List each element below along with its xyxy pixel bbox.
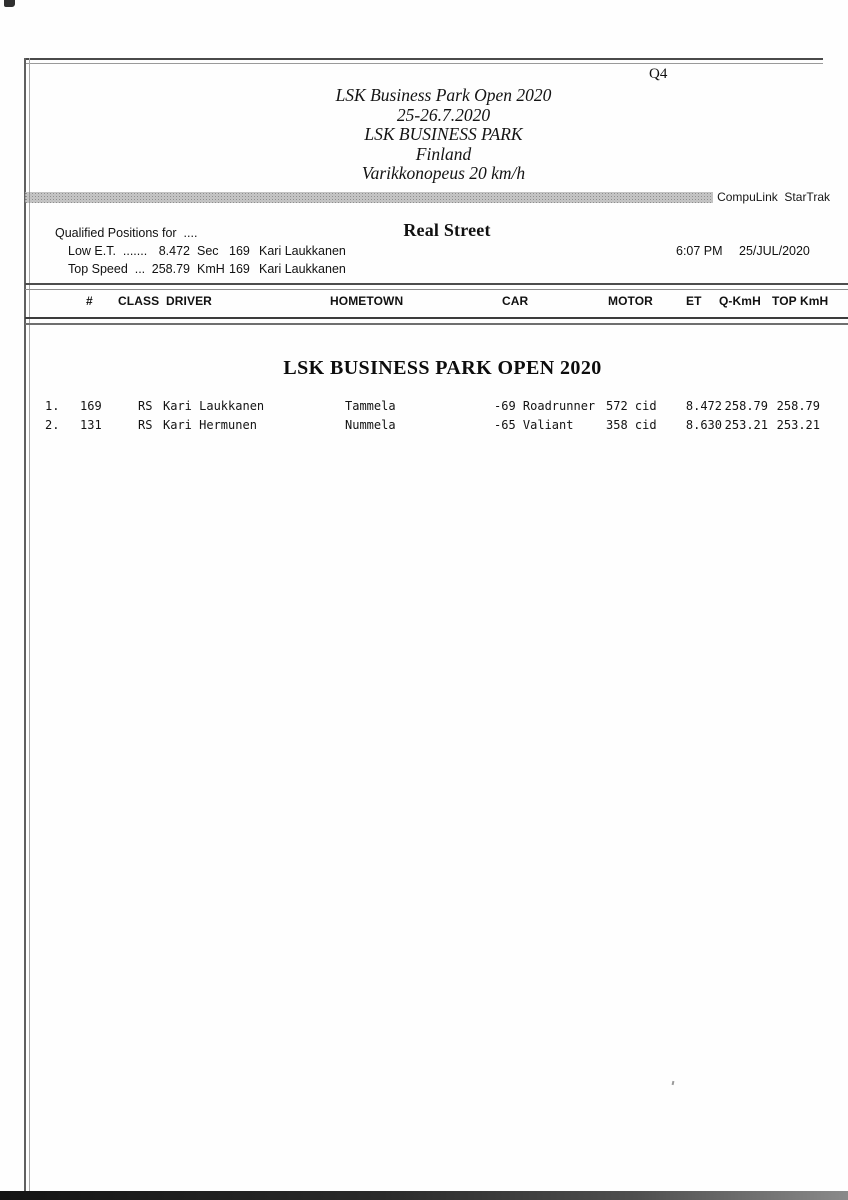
cell-position: 2. — [45, 418, 60, 432]
results-column-headers — [0, 294, 848, 312]
low-et-car-number: 169 — [229, 244, 250, 258]
col-header-car: CAR — [502, 294, 529, 308]
halftone-separator-band — [25, 192, 713, 203]
col-header-driver: DRIVER — [166, 294, 212, 308]
cell-top-kmh: 253.21 — [776, 418, 820, 432]
top-speed-unit: KmH — [197, 262, 225, 276]
col-header-qkmh: Q-KmH — [719, 294, 761, 308]
cell-car: -69 Roadrunner — [494, 399, 596, 413]
table-row — [0, 399, 848, 416]
print-time: 6:07 PM — [676, 244, 723, 258]
low-et-driver: Kari Laukkanen — [259, 244, 346, 258]
scan-speck — [672, 1081, 675, 1085]
section-label: Qualified Positions for .... — [55, 226, 198, 240]
timing-system-brand: CompuLink StarTrak — [717, 190, 830, 204]
session-label: Q4 — [649, 66, 668, 82]
class-category-title: Real Street — [403, 220, 491, 240]
event-masthead — [25, 86, 848, 184]
event-venue: LSK BUSINESS PARK — [364, 124, 523, 144]
event-country: Finland — [415, 143, 472, 164]
cell-driver: Kari Hermunen — [163, 418, 257, 432]
scanner-bottom-bar — [0, 1191, 848, 1200]
cell-class: RS — [138, 418, 153, 432]
cell-top-kmh: 258.79 — [776, 399, 820, 413]
cell-q-kmh: 253.21 — [724, 418, 768, 432]
event-dates: 25-26.7.2020 — [396, 104, 491, 125]
col-header-motor: MOTOR — [608, 294, 653, 308]
top-speed-driver: Kari Laukkanen — [259, 262, 346, 276]
cell-motor: 572 cid — [606, 399, 657, 413]
cell-position: 1. — [45, 399, 60, 413]
col-header-hometown: HOMETOWN — [330, 294, 404, 308]
cell-driver: Kari Laukkanen — [163, 399, 265, 413]
results-title: LSK BUSINESS PARK OPEN 2020 — [283, 357, 602, 379]
cell-car: -65 Valiant — [494, 418, 574, 432]
low-et-unit: Sec — [197, 244, 219, 258]
event-title: LSK Business Park Open 2020 — [335, 85, 552, 105]
col-header-topkmh: TOP KmH — [772, 294, 829, 308]
cell-et: 8.630 — [685, 418, 722, 432]
cell-car-number: 131 — [80, 418, 102, 432]
cell-class: RS — [138, 399, 153, 413]
table-row — [0, 418, 848, 435]
scan-corner-smudge — [4, 0, 15, 7]
cell-q-kmh: 258.79 — [724, 399, 768, 413]
cell-motor: 358 cid — [606, 418, 657, 432]
low-et-value: 8.472 — [158, 244, 190, 258]
cell-hometown: Nummela — [345, 418, 396, 432]
header-top-rule — [25, 283, 848, 290]
page-frame-top-rule — [25, 58, 823, 64]
page-frame-left-rule — [24, 58, 30, 1192]
top-speed-car-number: 169 — [229, 262, 250, 276]
event-note: Varikkonopeus 20 km/h — [361, 163, 526, 183]
col-header-class: CLASS — [118, 294, 160, 308]
cell-hometown: Tammela — [345, 399, 396, 413]
print-date: 25/JUL/2020 — [739, 244, 810, 258]
cell-car-number: 169 — [80, 399, 102, 413]
col-header-number: # — [86, 294, 93, 308]
header-bottom-rule — [25, 317, 848, 325]
cell-et: 8.472 — [685, 399, 722, 413]
col-header-et: ET — [686, 294, 702, 308]
top-speed-value: 258.79 — [151, 262, 190, 276]
low-et-label: Low E.T. ....... — [68, 244, 148, 258]
top-speed-label: Top Speed ... — [68, 262, 146, 276]
